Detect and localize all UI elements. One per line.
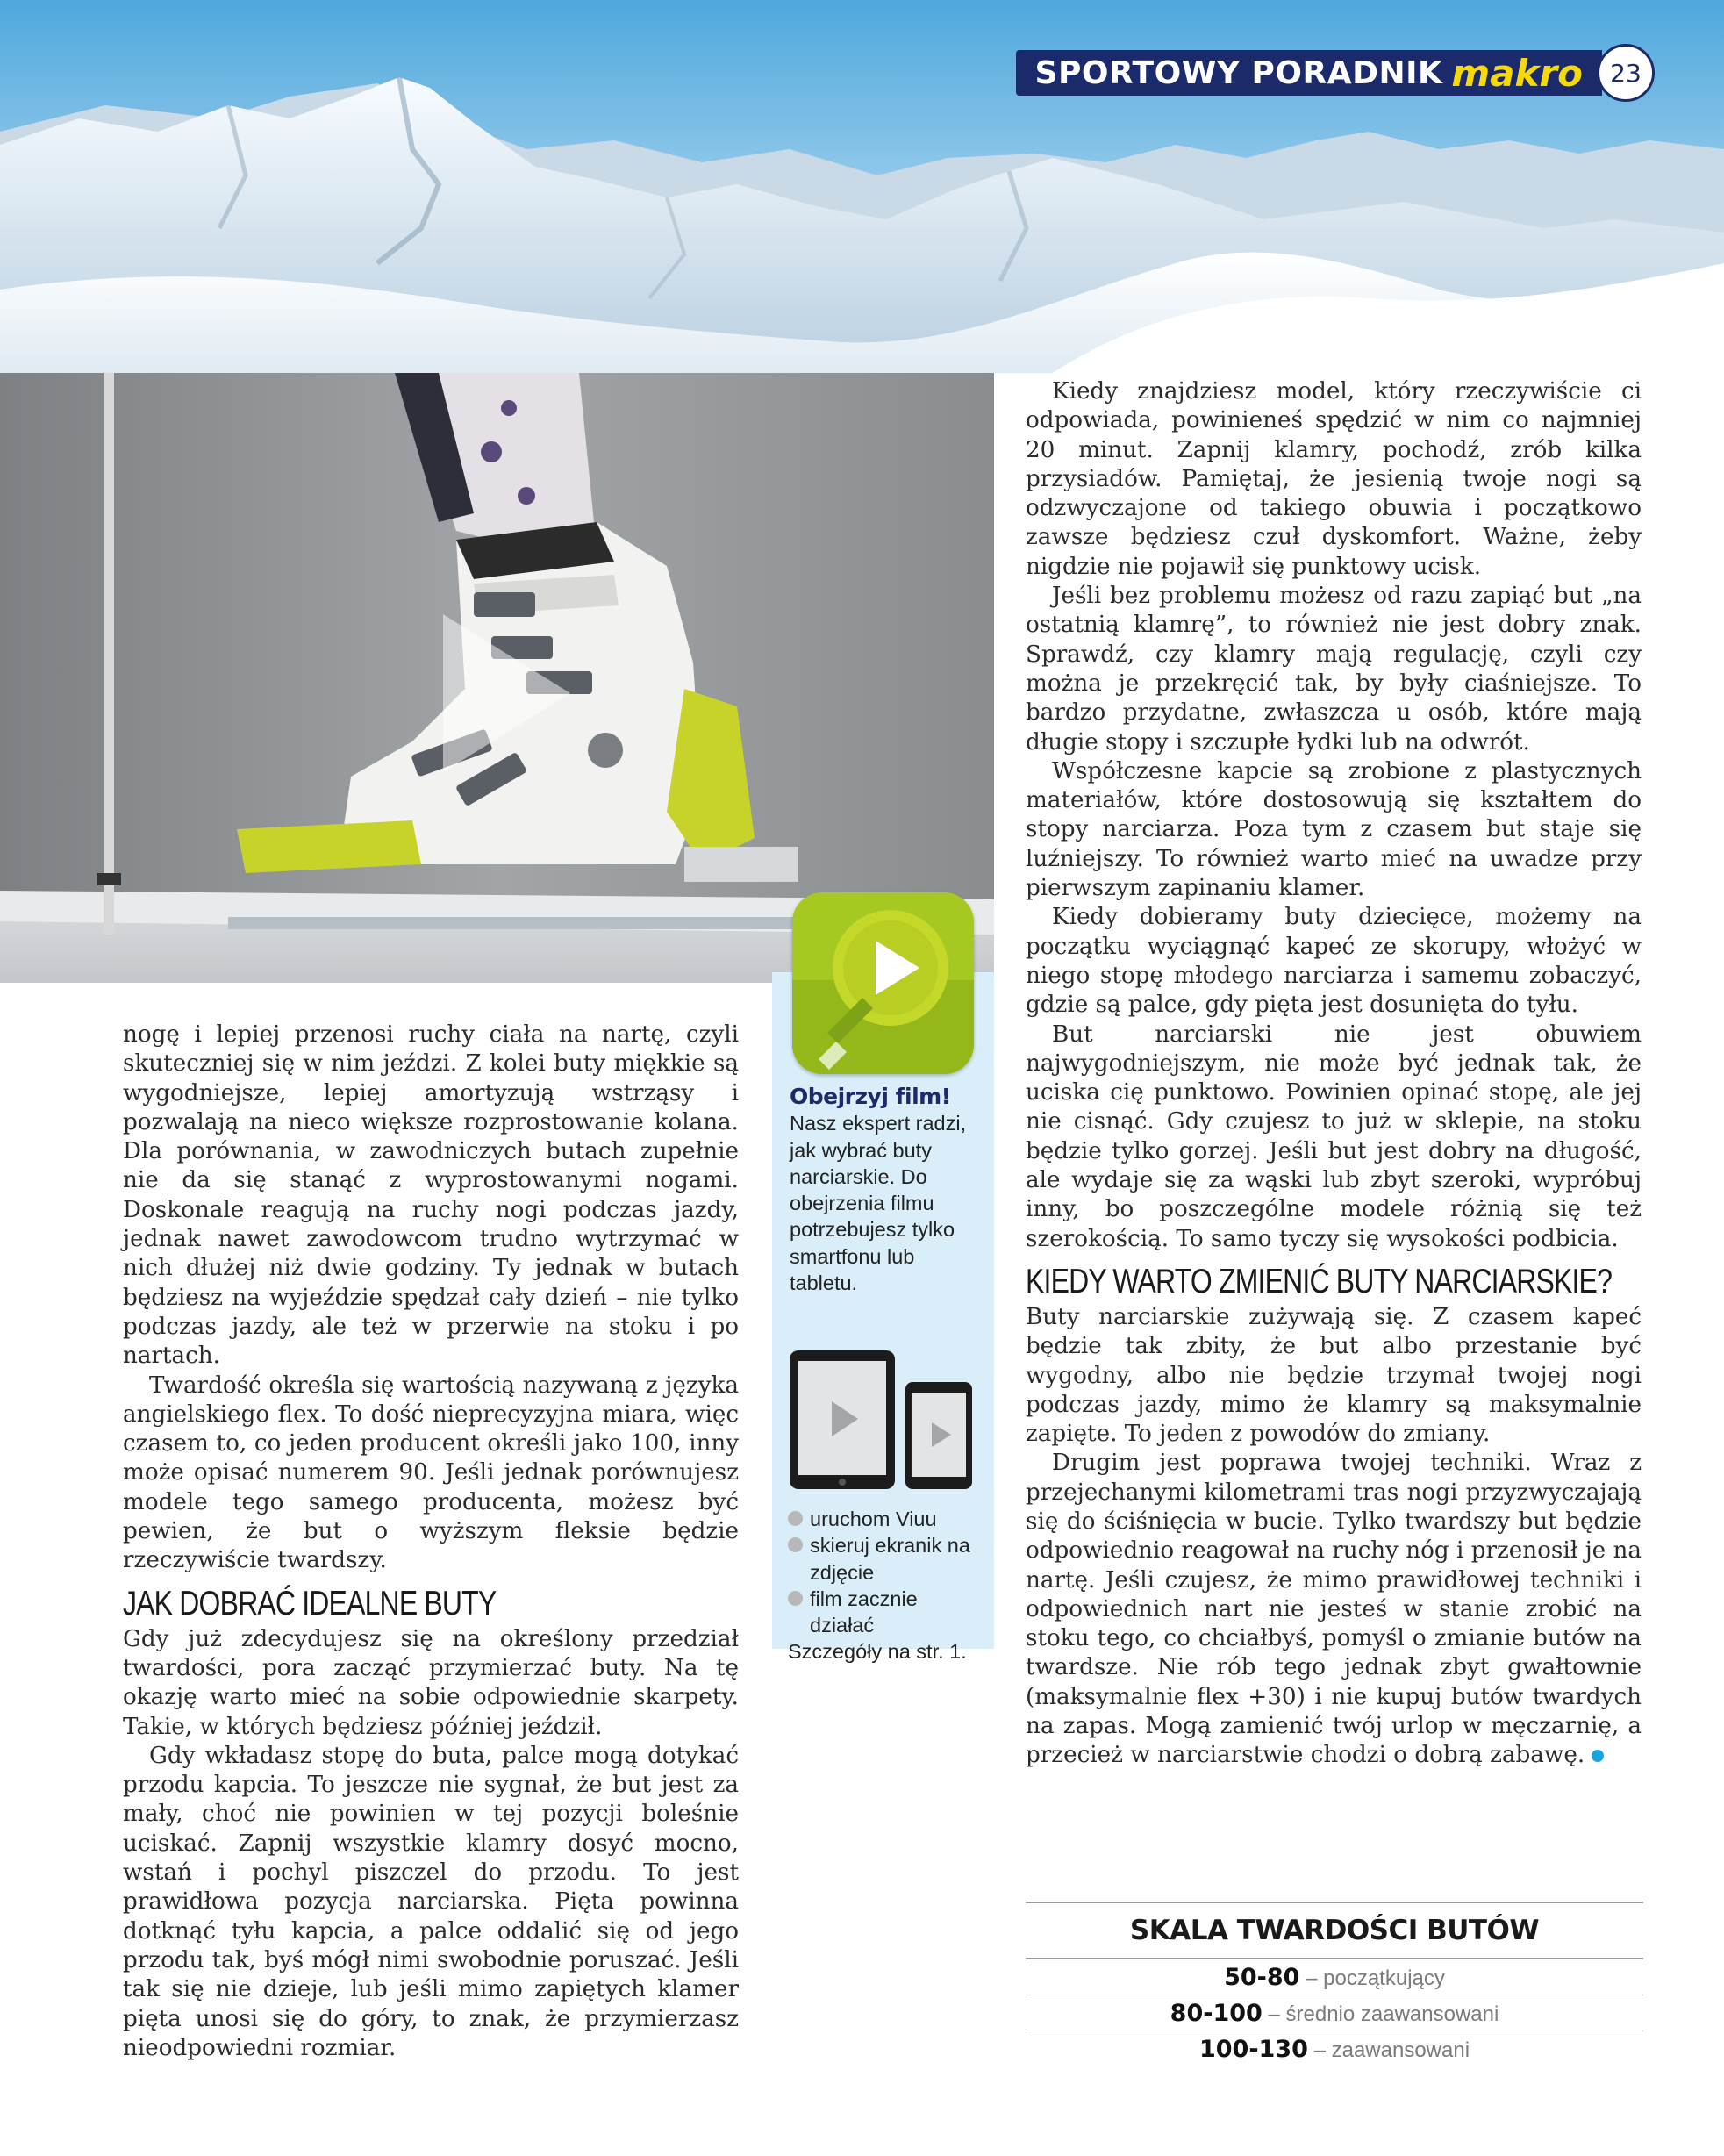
flex-range: 80-100 — [1170, 2000, 1263, 2027]
level-label: – średnio zaawansowani — [1268, 2002, 1499, 2026]
level-label: – początkujący — [1306, 1966, 1445, 1990]
paragraph: But narciarski nie jest obuwiem najwygodniejszym, nie może być jednak tak, że uciska cię punktowo. Powinien opinać stopę, ale jej nie cisnąć. Gdy czujesz to już w sklepie, na stoku będzie tylko gorzej. Jeśli but jest dobry na długość, ale wydaje się za wąski lub zbyt szeroki, wypróbuj inny, bo poszczególne modele różnią się też szerokością. To samo tyczy się wysokości podbicia. — [1026, 1021, 1642, 1252]
paragraph: nogę i lepiej przenosi ruchy ciała na nartę, czyli skuteczniej się w nim jeździ. Z kolei buty miękkie są wygodniejsze, lepiej amortyzują wstrząsy i pozwalają na nieco większe rozprostowanie kolana. Dla porównania, w zawodniczych butach zupełnie nie da się stanąć z wyprostowanymi nogami. Doskonale reagują na ruchy nogi podczas jazdy, jednak nawet zawodowcom trudno wytrzymać w nich dłużej niż dwie godziny. Ty jednak w butach będziesz na wyjeździe spędzał cały dzień – nie tylko podczas jazdy, ale też w przerwie na stoku i po nartach. — [123, 1021, 739, 1370]
sidebar-steps — [788, 1506, 990, 1665]
level-label: – zaawansowani — [1313, 2038, 1470, 2062]
video-app-icon[interactable] — [792, 892, 974, 1074]
step-text: film zacznie działać — [810, 1587, 918, 1637]
section-badge — [1016, 46, 1655, 100]
paragraph-text: Drugim jest poprawa twojej techniki. Wraz z przejechanymi kilometrami tras nogi przyzwyczajają się do ściśnięcia w bucie. Tylko twardszy but będzie odpowiednio reagował na ruchy nóg i przenosił je na nartę. Jeśli czujesz, że mimo prawidłowej techniki i odpowiednich nart nie jesteś w stanie zrobić na stoku tego, co chciałbyś, pomyśl o zmianie butów na twardsze. Nie rób tego jednak zbyt gwałtownie (maksymalnie flex +30) i nie kupuj butów twardych na zapas. Mogą zamienić twój urlop w męczarnię, a przecież w narciarstwie chodzi o dobrą zabawę. — [1026, 1450, 1642, 1769]
paragraph: Gdy już zdecydujesz się na określony przedział twardości, pora zacząć przymierzać buty. Na tę okazję warto mieć na sobie odpowiednie skarpety. Takie, w których będziesz później jeździł. — [123, 1625, 739, 1740]
paragraph: Kiedy dobieramy buty dziecięce, możemy na początku wyciągnąć kapeć ze skorupy, włożyć w niego stopę młodego narciarza i samemu zobaczyć, gdzie są palce, gdy pięta jest dosunięta do tyłu. — [1026, 904, 1642, 1019]
step-item — [788, 1506, 990, 1532]
paragraph: Jeśli bez problemu możesz od razu zapiąć but „na ostatnią klamrę”, to również nie jest dobry znak. Sprawdź, czy klamry mają regulację, czyli czy można je przekręcić tak, by były ciaśniejsze. To bardzo przydatne, zwłaszcza u osób, które mają długie stopy i szczupłe łydki lub na odwrót. — [1026, 583, 1642, 756]
section-title-bar — [1016, 50, 1602, 96]
paragraph — [1026, 1449, 1642, 1770]
left-text-column — [123, 1021, 739, 2063]
section-title: SPORTOWY PORADNIK — [1034, 54, 1443, 91]
table-row — [1026, 1995, 1643, 2031]
step-item — [788, 1586, 990, 1639]
table-row — [1026, 2031, 1643, 2066]
bullet-dot — [788, 1511, 803, 1526]
paragraph: Gdy wkładasz stopę do buta, palce mogą dotykać przodu kapcia. To jeszcze nie sygnał, że but jest za mały, choć nie powinien w tej pozycji boleśnie uciskać. Zapnij wszystkie klamry dosyć mocno, wstań i pochyl piszczel do przodu. To jest prawidłowa pozycja narciarska. Pięta powinna dotknąć tyłu kapcia, a palce oddalić się od jego przodu tak, byś mógł nimi swobodnie poruszać. Jeśli tak się nie dzieje, lub jeśli mimo zapiętych klamer pięta unosi się do góry, to znak, że przymierzasz nieodpowiedni rozmiar. — [123, 1742, 739, 2061]
bullet-dot — [788, 1591, 803, 1606]
sidebar-text — [790, 1084, 983, 1296]
devices-illustration — [788, 1349, 975, 1491]
section-heading: JAK DOBRAĆ IDEALNE BUTY — [123, 1584, 497, 1622]
paragraph: Twardość określa się wartością nazywaną z języka angielskiego flex. To dość nieprecyzyjna miara, więc czasem to, co jeden producent określi jako 100, inny może opisać numerem 90. Jeśli jednak porównujesz modele tego samego producenta, możesz być pewien, że but o wyższym fleksie będzie rzeczywiście twardszy. — [123, 1372, 739, 1574]
page-number: 23 — [1597, 44, 1655, 102]
step-text: skieruj ekranik na zdjęcie — [810, 1534, 970, 1584]
table-row — [1026, 1959, 1643, 1995]
flex-range: 100-130 — [1198, 2036, 1308, 2063]
sidebar-description: Nasz ekspert radzi, jak wybrać buty narciarskie. Do obejrzenia filmu potrzebujesz tylko smartfonu lub tabletu. — [790, 1112, 967, 1295]
brand-logo: makro — [1451, 51, 1583, 95]
paragraph: Kiedy znajdziesz model, który rzeczywiście ci odpowiada, powinieneś spędzić w nim co najmniej 20 minut. Zapnij klamry, pochodź, zrób kilka przysiadów. Pamiętaj, że jesienią twoje nogi są odzwyczajone od takiego obuwia i początkowo zawsze będziesz czuł dyskomfort. Ważne, żeby nigdzie nie pojawił się punktowy ucisk. — [1026, 378, 1642, 580]
step-item — [788, 1532, 990, 1586]
sidebar-heading: Obejrzyj film! — [790, 1084, 951, 1109]
flex-scale-table — [1026, 1902, 1643, 2066]
bullet-dot — [788, 1537, 803, 1552]
table-title: SKALA TWARDOŚCI BUTÓW — [1129, 1915, 1540, 1946]
paragraph: Współczesne kapcie są zrobione z plastycznych materiałów, które dostosowują się kształtem do stopy narciarza. Poza tym z czasem but staje się luźniejszy. To również warto mieć na uwadze przy pierwszym zapinaniu klamer. — [1026, 757, 1642, 902]
paragraph: Buty narciarskie zużywają się. Z czasem kapeć będzie tak zbity, że but albo przestanie być wygodny, albo nie będzie trzymał twojej nogi podczas jazdy, mimo że klamry są maksymalnie zapięte. To jeden z powodów do zmiany. — [1026, 1303, 1642, 1448]
ski-boot-photo — [0, 373, 994, 983]
section-heading: KIEDY WARTO ZMIENIĆ BUTY NARCIARSKIE? — [1026, 1262, 1613, 1300]
flex-range: 50-80 — [1224, 1964, 1300, 1991]
step-text: uruchom Viuu — [810, 1508, 937, 1530]
right-text-column — [1026, 377, 1642, 1771]
sidebar-footer: Szczegóły na str. 1. — [788, 1640, 967, 1664]
end-mark-icon — [1592, 1750, 1604, 1762]
